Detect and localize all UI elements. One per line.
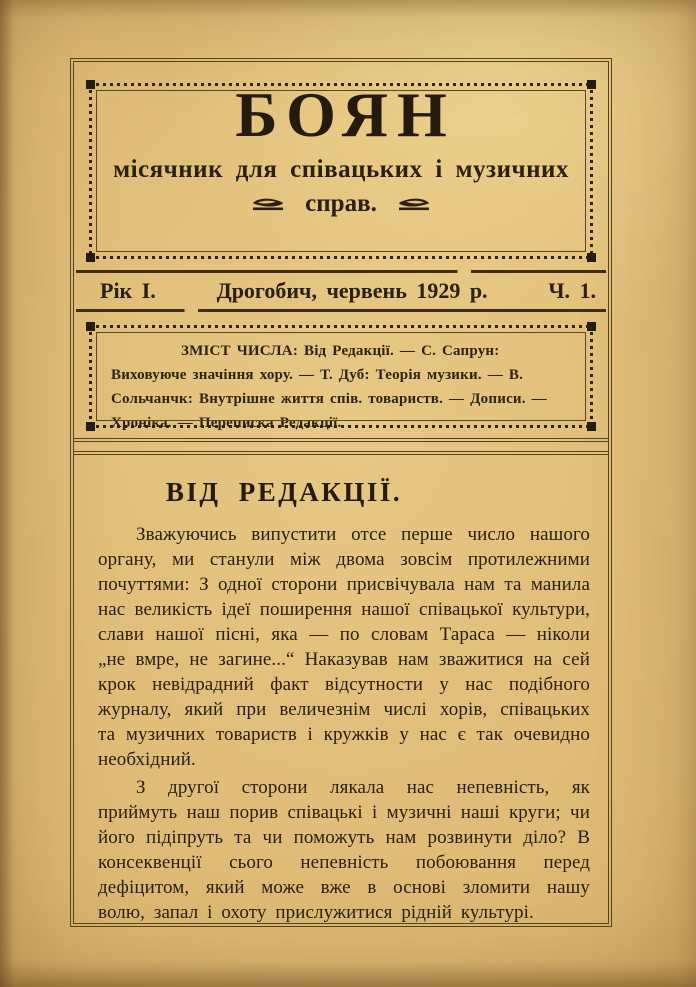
corner-square-icon xyxy=(587,322,596,331)
journal-subtitle-row xyxy=(89,190,593,218)
corner-square-icon xyxy=(587,422,596,431)
article-paragraph-2: З другої сторони лякала нас непевність, як приймуть наш порив співацькі і музичні наші круги; чи його підіпруть та чи поможуть нам розвинути діло? В консеквенції сього непевність побоювання перед дефіцитом, який може вже в основі зломити нашу волю, запал і охоту прислужитися рідній культурі. xyxy=(98,777,590,923)
article-paragraph-1: Зважуючись випустити отсе перше число нашого органу, ми станули між двома зовсім протилежними почуттями: З одної сторони присвічувала нам та манила нас великість ідеї поширення нашої співацької культури, слави нашої пісні, яка — по словам Тараса — ніколи „не вмре, не загине...“ Наказував нам зважитися на сей крок невідрадний факт відсутности у нас подібного журналу, який при величезнім числі хорів, співацьких та музичних товариств і кружків у нас є так очевидно необхідний. xyxy=(98,524,590,770)
corner-square-icon xyxy=(86,422,95,431)
ribbon-ornament-left-icon xyxy=(251,197,285,211)
divider-rule-bottom xyxy=(76,309,606,312)
masthead-section xyxy=(74,62,608,438)
corner-square-icon xyxy=(587,80,596,89)
masthead-title-box xyxy=(89,79,593,259)
issue-volume: Рік І. xyxy=(100,278,156,303)
journal-subtitle: місячник для співацьких і музичних xyxy=(113,156,569,183)
corner-square-icon xyxy=(86,253,95,262)
journal-subtitle-2: справ. xyxy=(305,190,377,217)
page-frame xyxy=(70,58,612,927)
corner-square-icon xyxy=(587,253,596,262)
ribbon-ornament-right-icon xyxy=(397,197,431,211)
section-separator xyxy=(74,438,608,455)
contents-box xyxy=(89,325,593,431)
issue-line xyxy=(74,273,608,309)
issue-number: Ч. 1. xyxy=(548,278,596,303)
article-title: ВІД РЕДАКЦІЇ. xyxy=(165,477,403,507)
corner-square-icon xyxy=(86,80,95,89)
article-section xyxy=(74,455,608,923)
journal-title: БОЯН xyxy=(235,79,456,150)
contents-text: ЗМІСТ ЧИСЛА: Від Редакції. — С. Сапрун: Виховуюче значіння хору. — Т. Дуб: Теорія музики. — В. Сольчанчк: Внутрішне життя спів. товариств. — Дописи. — Хроніка. — Переписка Редакції. xyxy=(111,343,547,431)
issue-place-date: Дрогобич, червень 1929 р. xyxy=(216,278,488,303)
corner-square-icon xyxy=(86,322,95,331)
